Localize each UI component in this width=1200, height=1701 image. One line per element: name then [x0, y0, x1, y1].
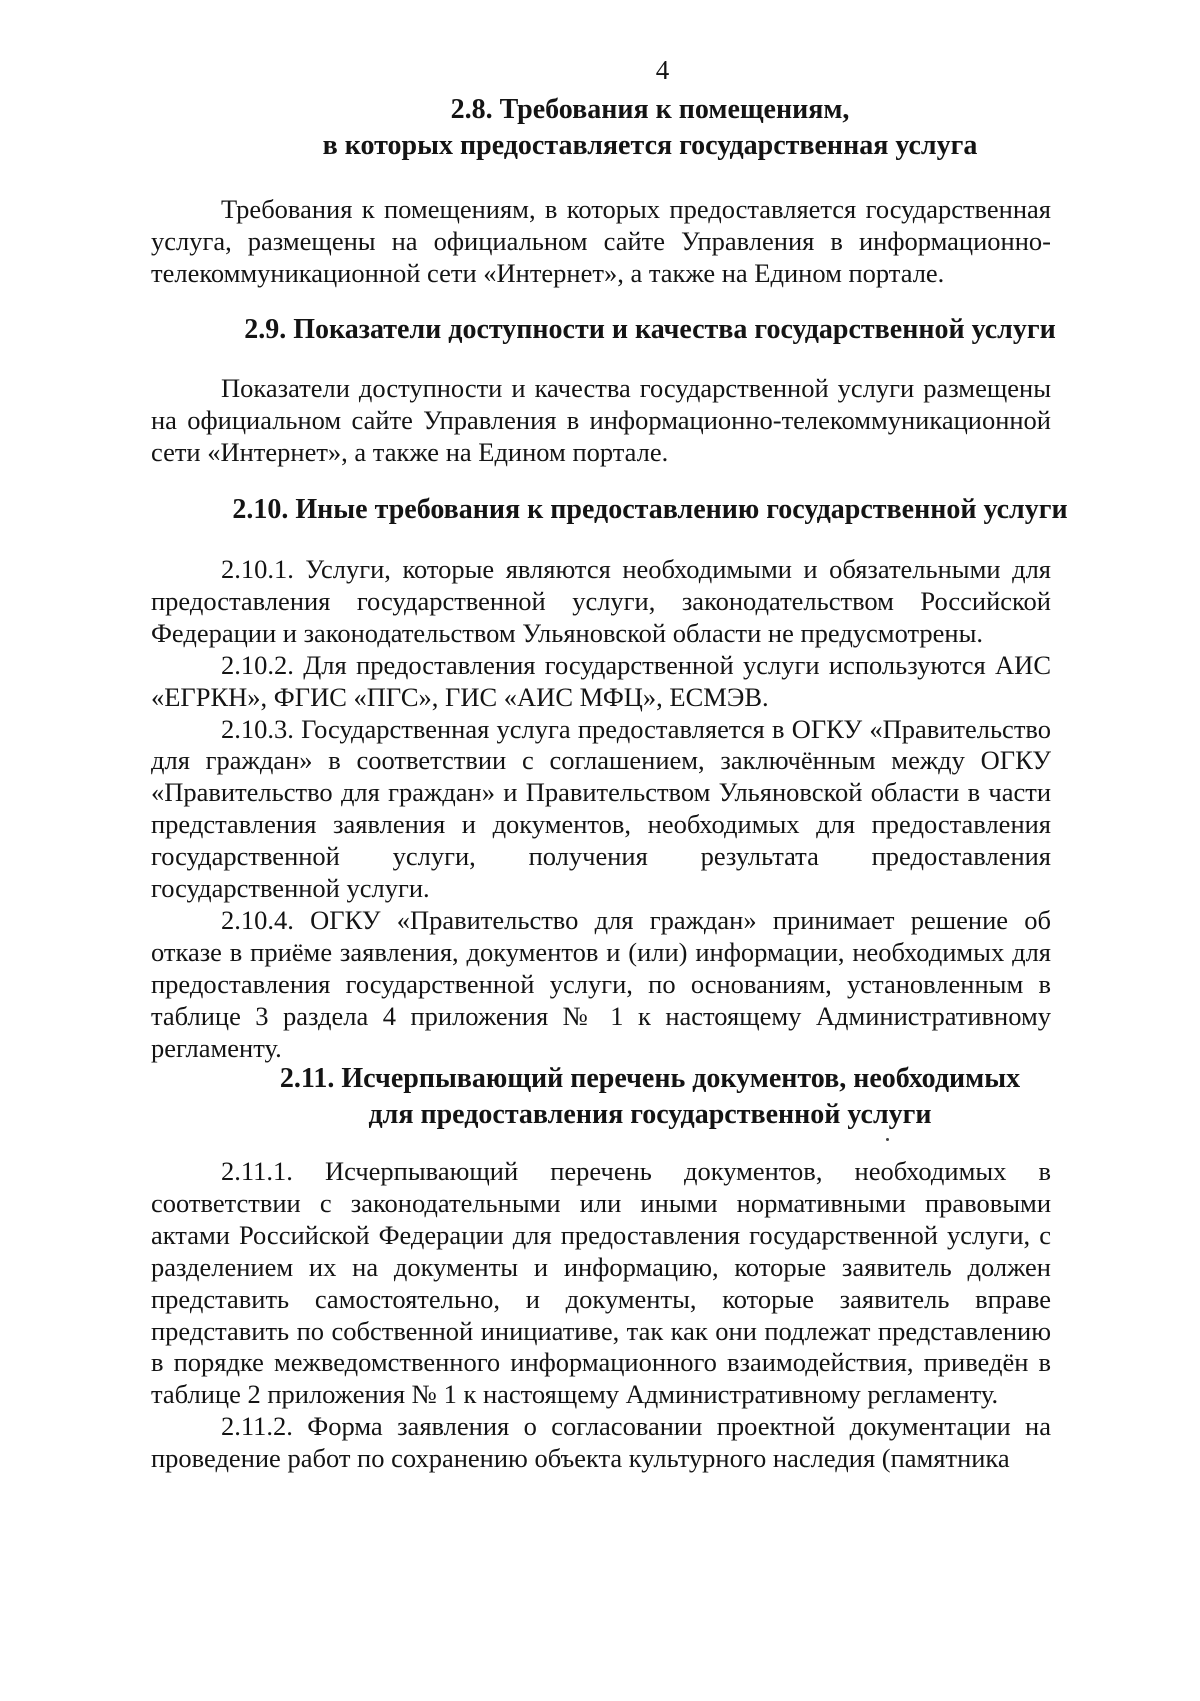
paragraph: Показатели доступности и качества государственной услуги размещены на официальном сайте Управления в информационно-телекоммуникационной сети «Интернет», а также на Едином портале.	[151, 373, 1051, 467]
paragraph: 2.10.4. ОГКУ «Правительство для граждан» принимает решение об отказе в приёме заявления, документов и (или) информации, необходимых для предоставления государственной услуги, по основаниям, установленным в таблице 3 раздела 4 приложения № 1 к настоящему Административному регламенту.	[151, 904, 1051, 1063]
heading-line: в которых предоставляется государственная услуга	[322, 130, 978, 161]
heading-line: 2.9. Показатели доступности и качества государственной услуги	[244, 314, 1056, 345]
section-heading-2-9	[150, 312, 1150, 348]
heading-line: 2.8. Требования к помещениям,	[450, 94, 850, 125]
paragraph: 2.10.2. Для предоставления государственной услуги используются АИС «ЕГРКН», ФГИС «ПГС», ГИС «АИС МФЦ», ЕСМЭВ.	[151, 649, 1051, 712]
page-number: 4	[655, 55, 670, 85]
section-body-2-11	[151, 1156, 1051, 1475]
paragraph: 2.11.1. Исчерпывающий перечень документов, необходимых в соответствии с законодательными или иными нормативными правовыми актами Российской Федерации для предоставления государственной услуги, с разделением их на документы и информацию, которые заявитель должен представить самостоятельно, и документы, которые заявитель вправе представить по собственной инициативе, так как они подлежат представлению в порядке межведомственного информационного взаимодействия, приведён в таблице 2 приложения № 1 к настоящему Административному регламенту.	[151, 1156, 1051, 1410]
paragraph: 2.11.2. Форма заявления о согласовании проектной документации на проведение работ по сохранению объекта культурного наследия (памятника	[151, 1411, 1051, 1474]
paragraph: 2.10.3. Государственная услуга предоставляется в ОГКУ «Правительство для граждан» в соответствии с соглашением, заключённым между ОГКУ «Правительство для граждан» и Правительством Ульяновской области в части представления заявления и документов, необходимых для предоставления государственной услуги, получения результата предоставления государственной услуги.	[151, 713, 1051, 904]
section-body-2-9	[151, 373, 1051, 469]
heading-line: 2.11. Исчерпывающий перечень документов, необходимых	[279, 1063, 1021, 1094]
section-heading-2-11	[150, 1061, 1150, 1133]
section-body-2-10	[151, 554, 1051, 1065]
heading-line: 2.10. Иные требования к предоставлению государственной услуги	[232, 494, 1068, 525]
stray-dot	[886, 1138, 889, 1141]
section-heading-2-10	[150, 492, 1150, 528]
paragraph: Требования к помещениям, в которых предоставляется государственная услуга, размещены на официальном сайте Управления в информационно-телекоммуникационной сети «Интернет», а также на Едином портале.	[151, 194, 1051, 288]
paragraph: 2.10.1. Услуги, которые являются необходимыми и обязательными для предоставления государственной услуги, законодательством Российской Федерации и законодательством Ульяновской области не предусмотрены.	[151, 554, 1051, 648]
section-body-2-8	[151, 194, 1051, 290]
heading-line: для предоставления государственной услуги	[368, 1099, 932, 1130]
section-heading-2-8	[150, 92, 1150, 164]
